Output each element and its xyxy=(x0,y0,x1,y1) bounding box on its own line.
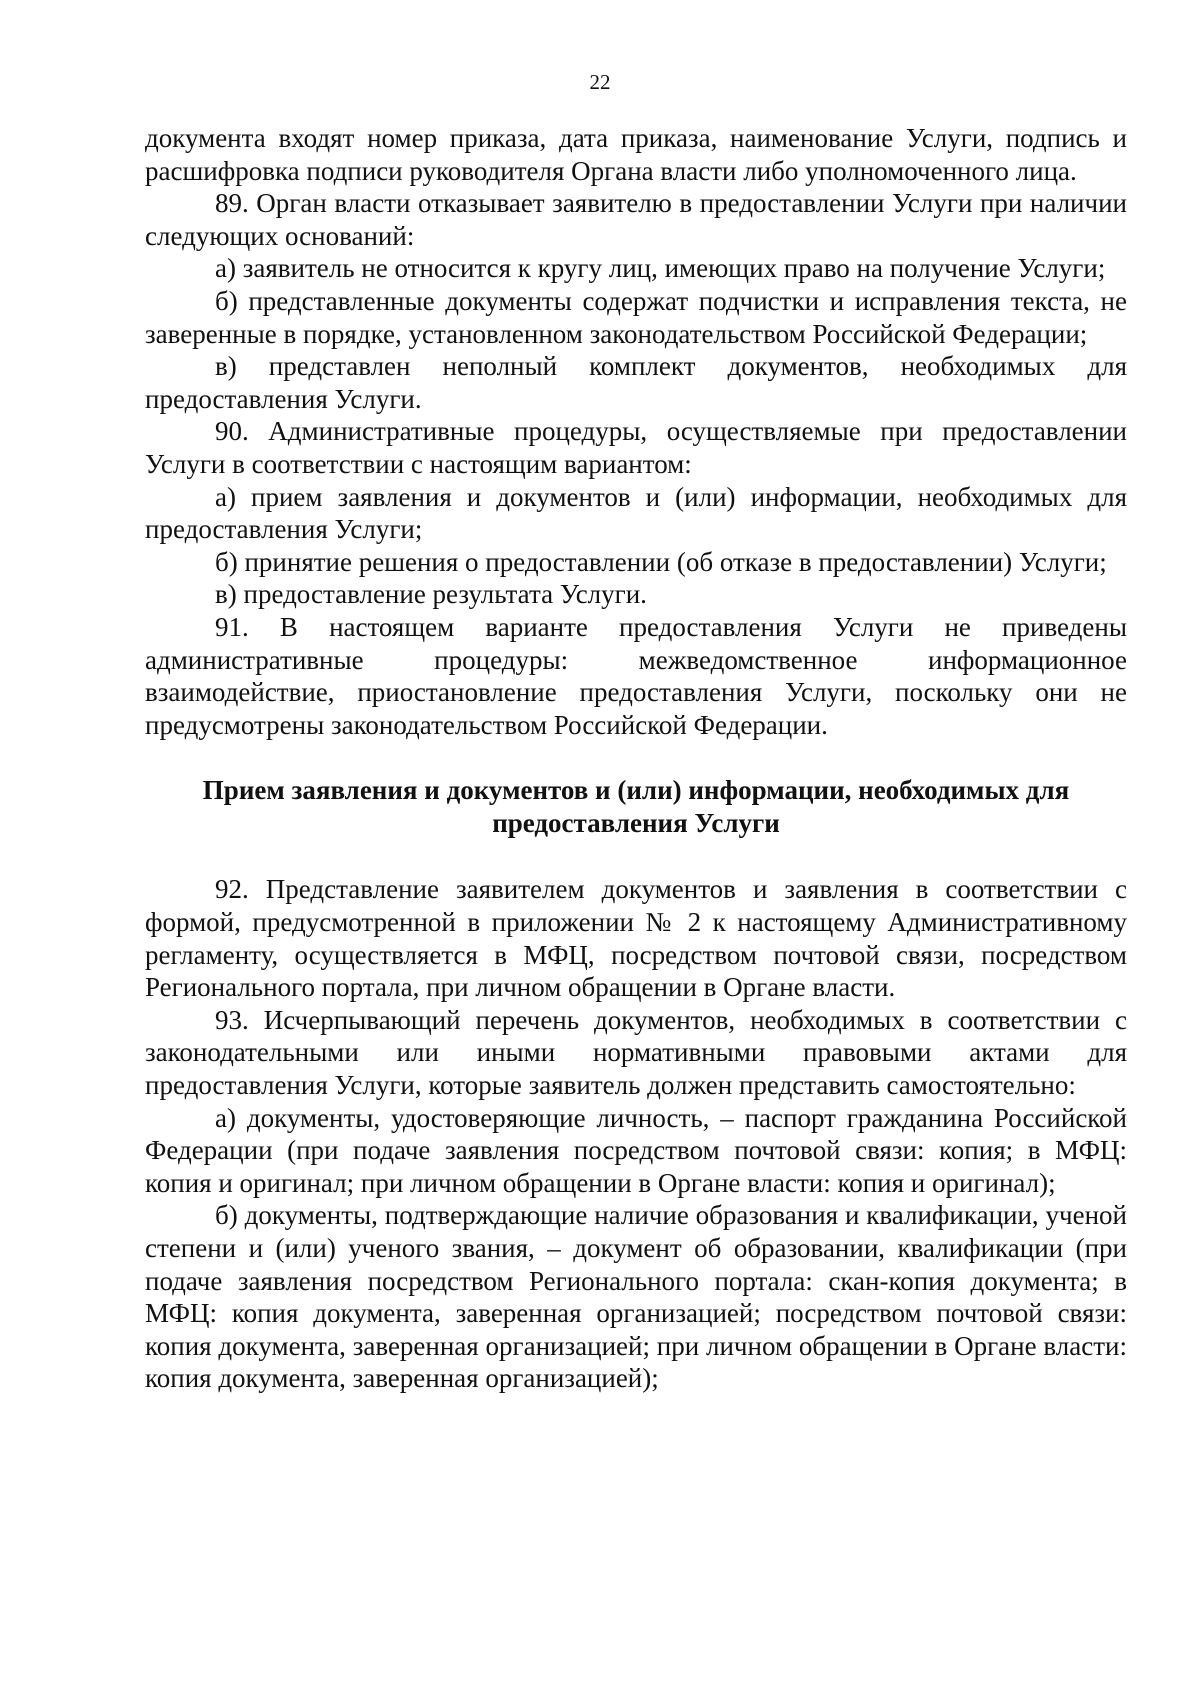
paragraph: 91. В настоящем варианте предоставления Услуги не приведены административные процедуры: межведомственное информационное взаимодействие, приостановление предоставления Услуги, поскольку они не предусмотрены законодательством Российской Федерации. xyxy=(145,611,1127,740)
paragraph: а) прием заявления и документов и (или) информации, необходимых для предоставления Услуги; xyxy=(145,481,1127,545)
paragraph: а) заявитель не относится к кругу лиц, имеющих право на получение Услуги; xyxy=(215,253,1106,284)
paragraph: б) представленные документы содержат подчистки и исправления текста, не заверенные в порядке, установленном законодательством Российской Федерации; xyxy=(145,285,1127,349)
paragraph: 90. Административные процедуры, осуществляемые при предоставлении Услуги в соответствии с настоящим вариантом: xyxy=(145,416,1127,479)
paragraphs-top xyxy=(145,122,1127,741)
paragraphs-bottom xyxy=(145,873,1127,1395)
paragraph: 93. Исчерпывающий перечень документов, необходимых в соответствии с законодательными или иными нормативными правовыми актами для предоставления Услуги, которые заявитель должен представить самостоятельно: xyxy=(145,1004,1127,1101)
paragraph: б) документы, подтверждающие наличие образования и квалификации, ученой степени и (или) ученого звания, – документ об образовании, квалификации (при подаче заявления посредством Регионального портала: скан-копия документа; в МФЦ: копия документа, заверенная организацией; посредством почтовой связи: копия документа, заверенная организацией; при личном обращении в Органе власти: копия документа, заверенная организацией); xyxy=(145,1200,1127,1394)
paragraph: 89. Орган власти отказывает заявителю в предоставлении Услуги при наличии следующих оснований: xyxy=(145,188,1127,251)
paragraph: б) принятие решения о предоставлении (об отказе в предоставлении) Услуги; xyxy=(215,546,1107,577)
page-number: 22 xyxy=(589,70,611,94)
paragraph: 92. Представление заявителем документов и заявления в соответствии с формой, предусмотренной в приложении № 2 к настоящему Административному регламенту, осуществляется в МФЦ, посредством почтовой связи, посредством Регионального портала, при личном обращении в Органе власти. xyxy=(145,874,1127,1003)
paragraph: в) предоставление результата Услуги. xyxy=(215,579,647,610)
section-heading-line-1: Прием заявления и документов и (или) информации, необходимых для xyxy=(202,775,1070,806)
paragraph: в) представлен неполный комплект документов, необходимых для предоставления Услуги. xyxy=(145,351,1127,414)
document-body xyxy=(145,122,1127,1395)
section-heading xyxy=(145,774,1127,839)
paragraph: а) документы, удостоверяющие личность, – паспорт гражданина Российской Федерации (при подаче заявления посредством почтовой связи: копия; в МФЦ: копия и оригинал; при личном обращении в Органе власти: копия и оригинал); xyxy=(145,1102,1127,1198)
section-heading-line-2: предоставления Услуги xyxy=(492,807,780,838)
paragraph: документа входят номер приказа, дата приказа, наименование Услуги, подпись и расшифровка подписи руководителя Органа власти либо уполномоченного лица. xyxy=(145,123,1127,186)
